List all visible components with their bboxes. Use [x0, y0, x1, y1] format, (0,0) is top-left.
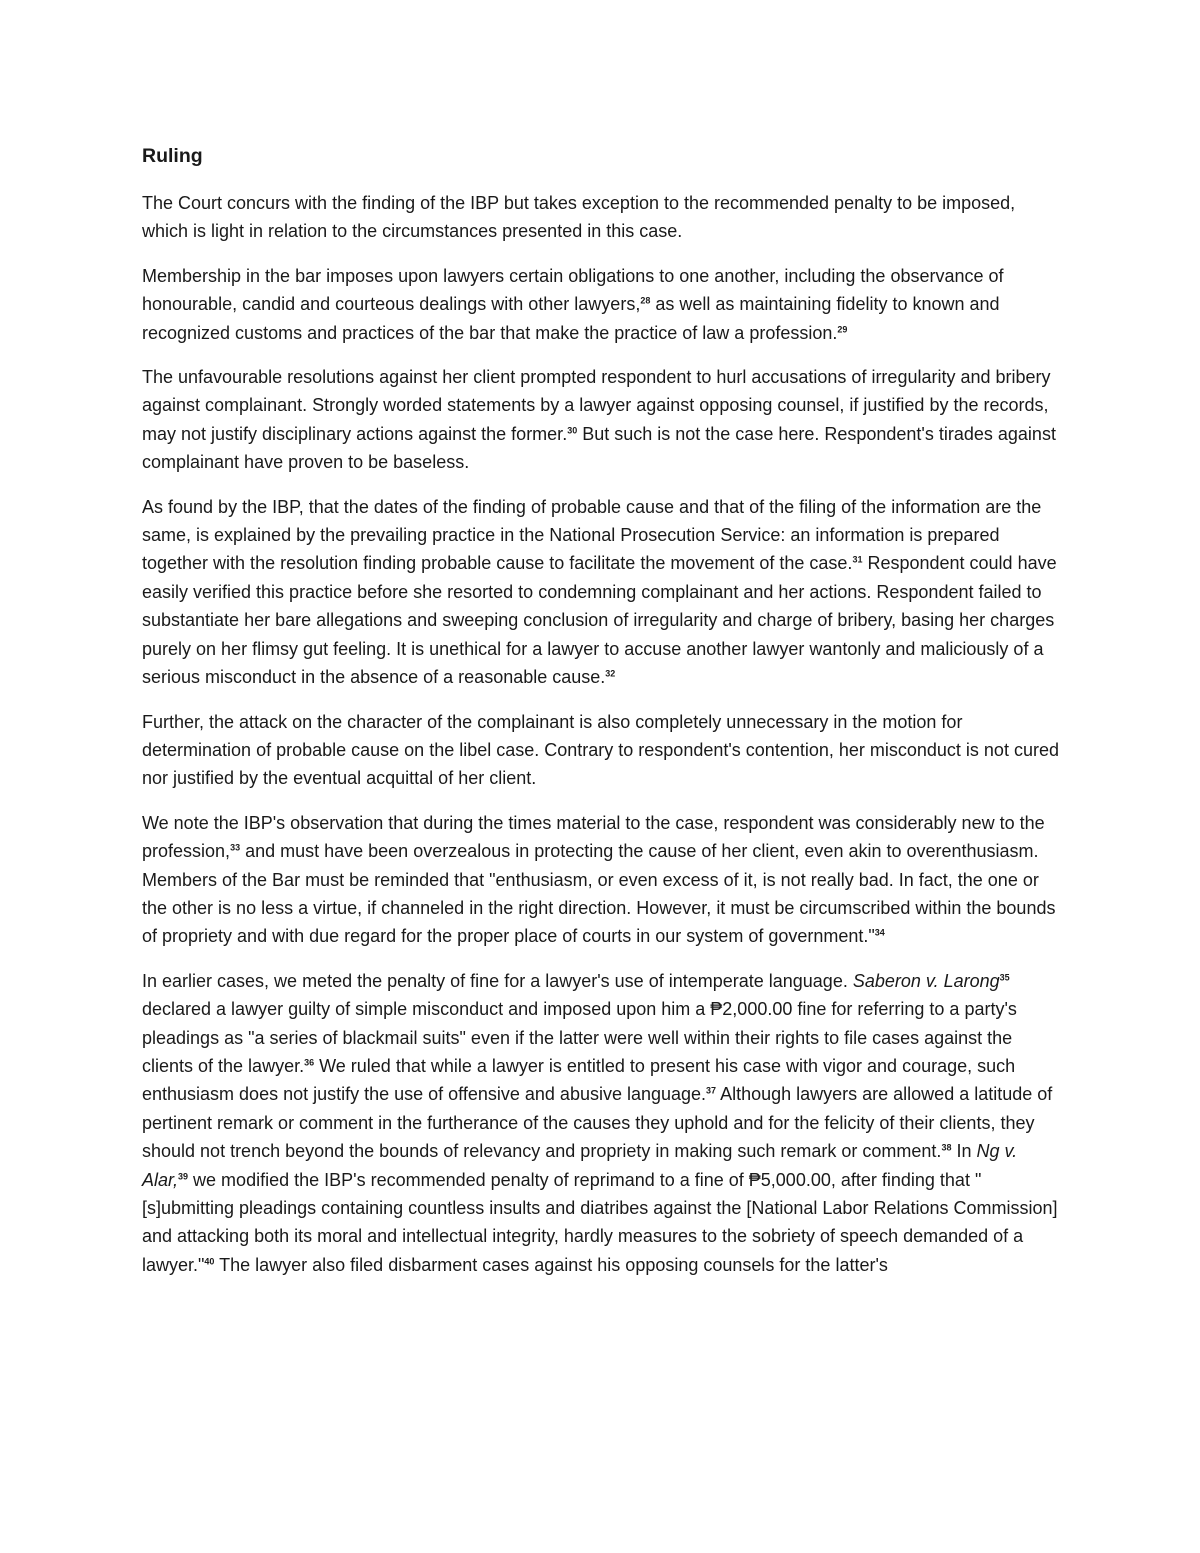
paragraph-2-text-a: Membership in the bar imposes upon lawyers certain obligations to one another, including the observance of honourable, candid and courteous dealings with other lawyers,	[142, 265, 1004, 315]
footnote-ref-28[interactable]: 28	[640, 295, 651, 306]
footnote-ref-30[interactable]: 30	[567, 425, 578, 436]
paragraph-6-text-b: and must have been overzealous in protecting the cause of her client, even akin to overenthusiasm. Members of the Bar must be reminded that "enthusiasm, or even excess of it, is not really bad. In fact, the one or the other is no less a virtue, if channeled in the right direction. However, it must be circumscribed within the bounds of propriety and with due regard for the proper place of courts in our system of government."	[142, 841, 1056, 947]
paragraph-2	[142, 262, 1062, 347]
paragraph-7-text-d: Although lawyers are allowed a latitude of pertinent remark or comment in the furtherance of the causes they uphold and for the felicity of their clients, they should not trench beyond the bounds of relevancy and propriety in making such remark or comment.	[142, 1084, 1053, 1162]
paragraph-4	[142, 493, 1062, 692]
footnote-ref-33[interactable]: 33	[230, 842, 241, 853]
document-body	[142, 143, 1062, 1295]
footnote-ref-37[interactable]: 37	[706, 1085, 717, 1096]
paragraph-4-text-a: As found by the IBP, that the dates of the finding of probable cause and that of the filing of the information are the same, is explained by the prevailing practice in the National Prosecution Service: an information is prepared together with the resolution finding probable cause to facilitate the movement of the case.	[142, 496, 1042, 574]
footnote-ref-35[interactable]: 35	[999, 972, 1010, 982]
footnote-ref-31[interactable]: 31	[852, 554, 863, 565]
paragraph-6	[142, 809, 1062, 951]
paragraph-7-text-c: We ruled that while a lawyer is entitled to present his case with vigor and courage, such enthusiasm does not justify the use of offensive and abusive language.	[142, 1055, 1016, 1105]
paragraph-1	[142, 189, 1062, 246]
paragraph-7-text-b: declared a lawyer guilty of simple misconduct and imposed upon him a ₱2,000.00 fine for referring to a party's pleadings as "a series of blackmail suits" even if the latter were well within their rights to file cases against the clients of the lawyer.	[142, 999, 1017, 1076]
paragraph-7-text-f: we modified the IBP's recommended penalty of reprimand to a fine of ₱5,000.00, after finding that "[s]ubmitting pleadings containing countless insults and diatribes against the [National Labor Relations Commission] and attacking both its moral and intellectual integrity, hardly measures to the sobriety of speech demanded of a lawyer."	[142, 1169, 1058, 1275]
paragraph-3	[142, 363, 1062, 477]
footnote-ref-29[interactable]: 29	[837, 323, 848, 334]
case-citation-saberon: Saberon v. Larong	[852, 970, 1000, 991]
paragraph-5-text: Further, the attack on the character of the complainant is also completely unnecessary in the motion for determination of probable cause on the libel case. Contrary to respondent's contention, her misconduct is not cured nor justified by the eventual acquittal of her client.	[142, 711, 1059, 789]
paragraph-3-text-a: The unfavourable resolutions against her client prompted respondent to hurl accusations of irregularity and bribery against complainant. Strongly worded statements by a lawyer against opposing counsel, if justified by the records, may not justify disciplinary actions against the former.	[142, 367, 1051, 444]
footnote-ref-39[interactable]: 39	[178, 1170, 189, 1181]
paragraph-2-text-b: as well as maintaining fidelity to known and recognized customs and practices of the bar that make the practice of law a profession.	[142, 294, 1000, 343]
paragraph-7-text-e: In	[951, 1141, 977, 1162]
paragraph-6-text-a: We note the IBP's observation that during the times material to the case, respondent was considerably new to the profession,	[142, 812, 1045, 862]
paragraph-7	[142, 967, 1062, 1279]
footnote-ref-40[interactable]: 40	[204, 1256, 215, 1267]
paragraph-5	[142, 708, 1062, 793]
footnote-ref-36[interactable]: 36	[304, 1057, 315, 1068]
paragraph-1-text: The Court concurs with the finding of the IBP but takes exception to the recommended penalty to be imposed, which is light in relation to the circumstances presented in this case.	[142, 193, 1016, 242]
footnote-ref-32[interactable]: 32	[605, 668, 616, 679]
footnote-ref-38[interactable]: 38	[941, 1142, 952, 1153]
paragraph-3-text-b: But such is not the case here. Respondent's tirades against complainant have proven to be baseless.	[142, 423, 1056, 473]
paragraph-7-text-a: In earlier cases, we meted the penalty of fine for a lawyer's use of intemperate language.	[142, 970, 853, 991]
paragraph-7-text-g: The lawyer also filed disbarment cases against his opposing counsels for the latter's	[214, 1254, 888, 1275]
case-citation-ng-v-alar: Ng v. Alar,	[142, 1141, 1018, 1190]
footnote-ref-34[interactable]: 34	[874, 927, 885, 938]
section-heading: Ruling	[142, 145, 203, 167]
paragraph-4-text-b: Respondent could have easily verified this practice before she resorted to condemning complainant and her actions. Respondent failed to substantiate her bare allegations and sweeping conclusion of irregularity and charge of bribery, basing her charges purely on her flimsy gut feeling. It is unethical for a lawyer to accuse another lawyer wantonly and maliciously of a serious misconduct in the absence of a reasonable cause.	[142, 553, 1057, 688]
